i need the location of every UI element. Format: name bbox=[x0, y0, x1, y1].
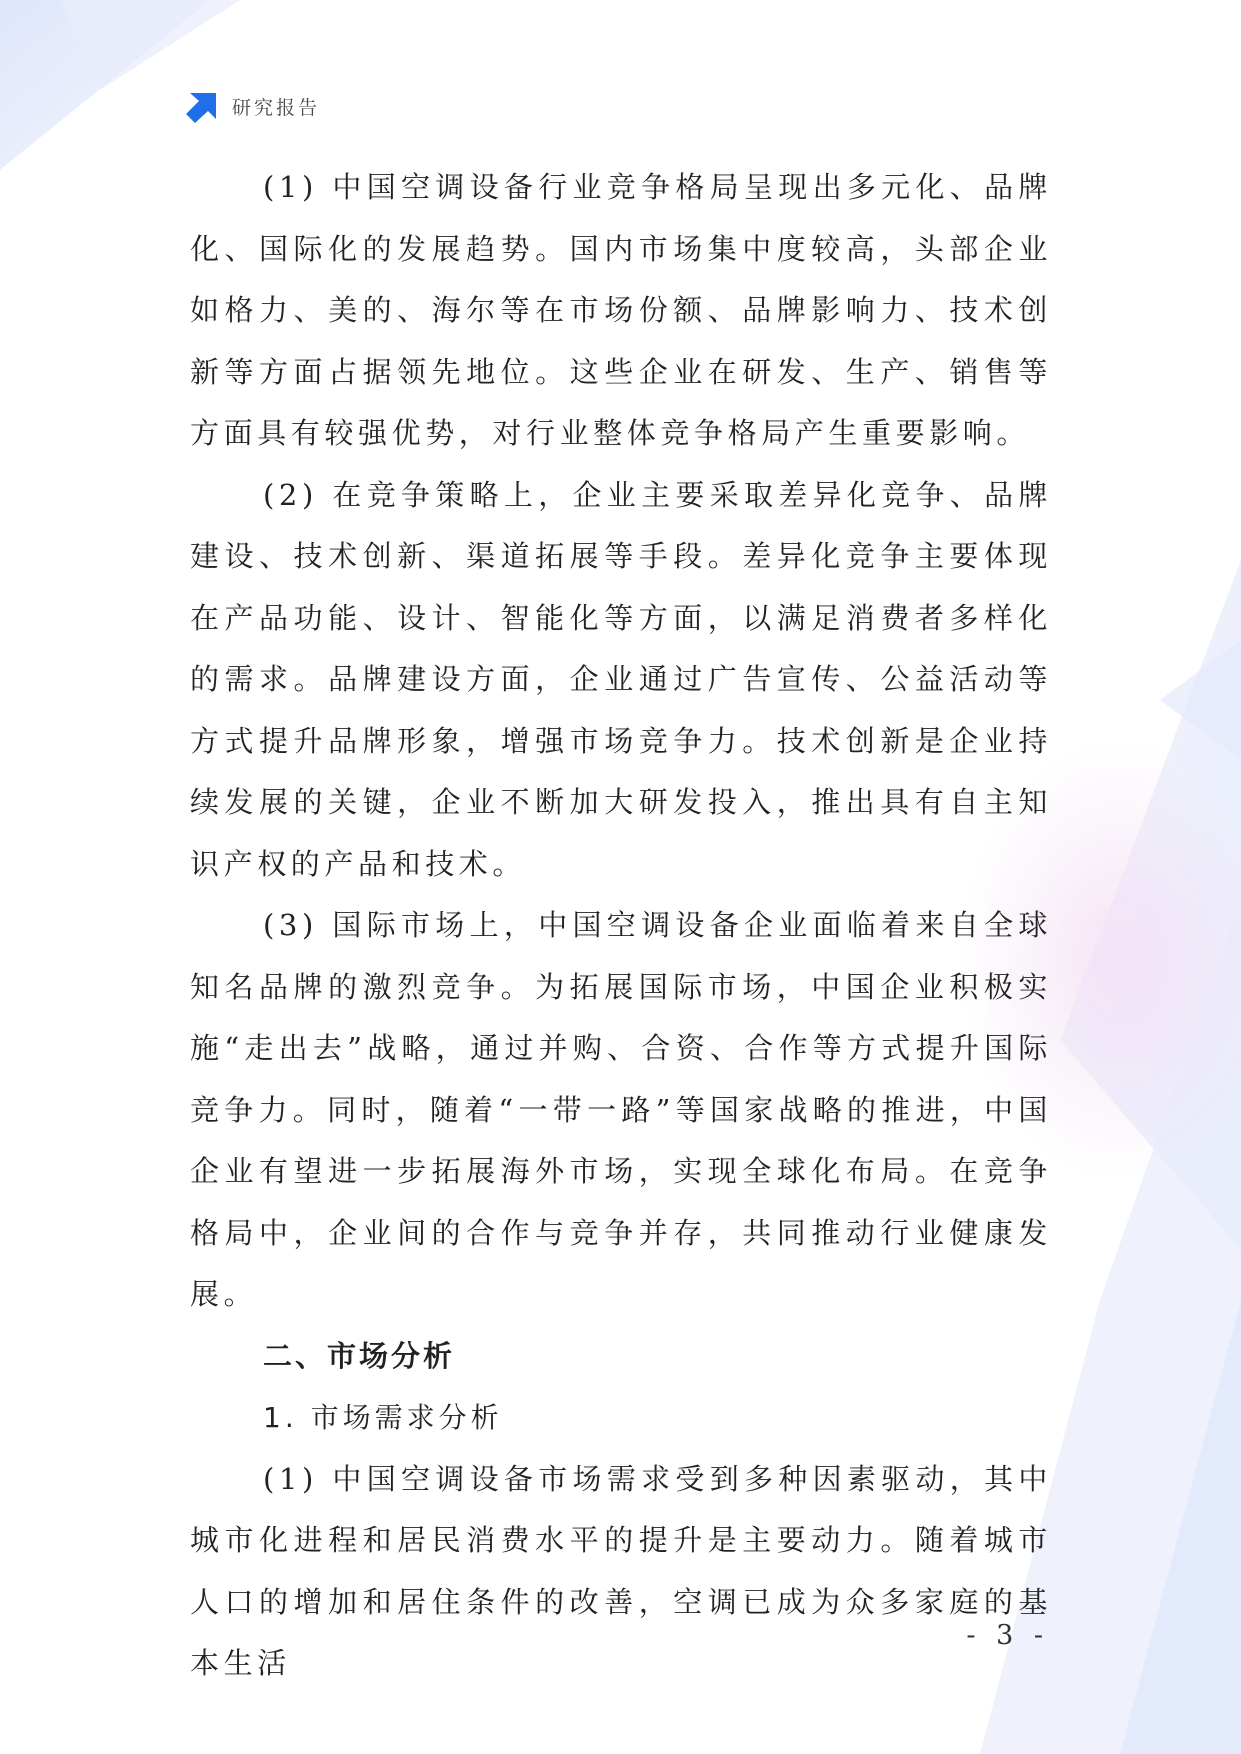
report-label: 研究报告 bbox=[232, 96, 321, 119]
document-body bbox=[190, 157, 1052, 1695]
paragraph-1: (1) 中国空调设备行业竞争格局呈现出多元化、品牌化、国际化的发展趋势。国内市场集中度较高，头部企业如格力、美的、海尔等在市场份额、品牌影响力、技术创新等方面占据领先地位。这些企业在研发、生产、销售等方面具有较强优势，对行业整体竞争格局产生重要影响。 bbox=[190, 170, 1052, 450]
arrow-up-right-icon bbox=[186, 89, 220, 123]
subsection-heading: 1. 市场需求分析 bbox=[263, 1401, 503, 1434]
page-number: - 3 - bbox=[966, 1620, 1049, 1651]
paragraph-4: (1) 中国空调设备市场需求受到多种因素驱动，其中城市化进程和居民消费水平的提升是主要动力。随着城市人口的增加和居住条件的改善，空调已成为众多家庭的基本生活 bbox=[190, 1461, 1052, 1680]
report-header bbox=[186, 88, 320, 124]
section-heading: 二、市场分析 bbox=[263, 1338, 456, 1373]
paragraph-2: (2) 在竞争策略上，企业主要采取差异化竞争、品牌建设、技术创新、渠道拓展等手段。差异化竞争主要体现在产品功能、设计、智能化等方面，以满足消费者多样化的需求。品牌建设方面，企业通过广告宣传、公益活动等方式提升品牌形象，增强市场竞争力。技术创新是企业持续发展的关键，企业不断加大研发投入，推出具有自主知识产权的产品和技术。 bbox=[190, 477, 1052, 881]
paragraph-3: (3) 国际市场上，中国空调设备企业面临着来自全球知名品牌的激烈竞争。为拓展国际市场，中国企业积极实施“走出去”战略，通过并购、合资、合作等方式提升国际竞争力。同时，随着“一带一路”等国家战略的推进，中国企业有望进一步拓展海外市场，实现全球化布局。在竞争格局中，企业间的合作与竞争并存，共同推动行业健康发展。 bbox=[190, 908, 1052, 1311]
